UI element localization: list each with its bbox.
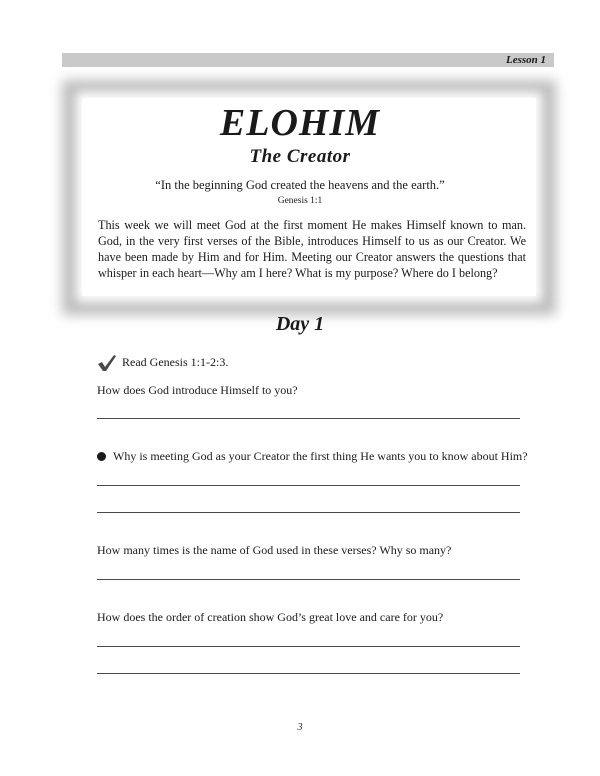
answer-line[interactable] (97, 673, 520, 674)
verse-reference: Genesis 1:1 (277, 196, 323, 206)
lesson-label: Lesson 1 (505, 54, 546, 66)
answer-line[interactable] (97, 512, 520, 513)
answer-line[interactable] (97, 485, 520, 486)
page-number: 3 (297, 722, 303, 733)
answer-line[interactable] (97, 418, 520, 419)
question-3: How many times is the name of God used in these verses? Why so many? (97, 543, 452, 557)
intro-paragraph: This week we will meet God at the first moment He makes Himself known to man. God, in the very first verses of the Bible, introduces Himself to us as our Creator. We have been made by Him and for Him. Meeting our Creator answers the questions that whisper in each heart—Why am I here? What is my purpose? Where do I belong? (98, 218, 526, 280)
lesson-bar (62, 53, 554, 67)
day-heading: Day 1 (275, 313, 325, 335)
answer-line[interactable] (97, 579, 520, 580)
scripture-verse: “In the beginning God created the heavens and the earth.” (155, 178, 445, 192)
question-2: Why is meeting God as your Creator the first thing He wants you to know about Him? (113, 449, 528, 463)
question-1: How does God introduce Himself to you? (97, 383, 298, 397)
page-title: ELOHIM (219, 102, 381, 144)
bullet-icon (97, 452, 106, 461)
page-subtitle: The Creator (249, 146, 351, 167)
read-instruction: Read Genesis 1:1-2:3. (122, 355, 229, 369)
question-4: How does the order of creation show God’s great love and care for you? (97, 610, 444, 624)
answer-line[interactable] (97, 646, 520, 647)
checkmark-icon (97, 354, 117, 372)
